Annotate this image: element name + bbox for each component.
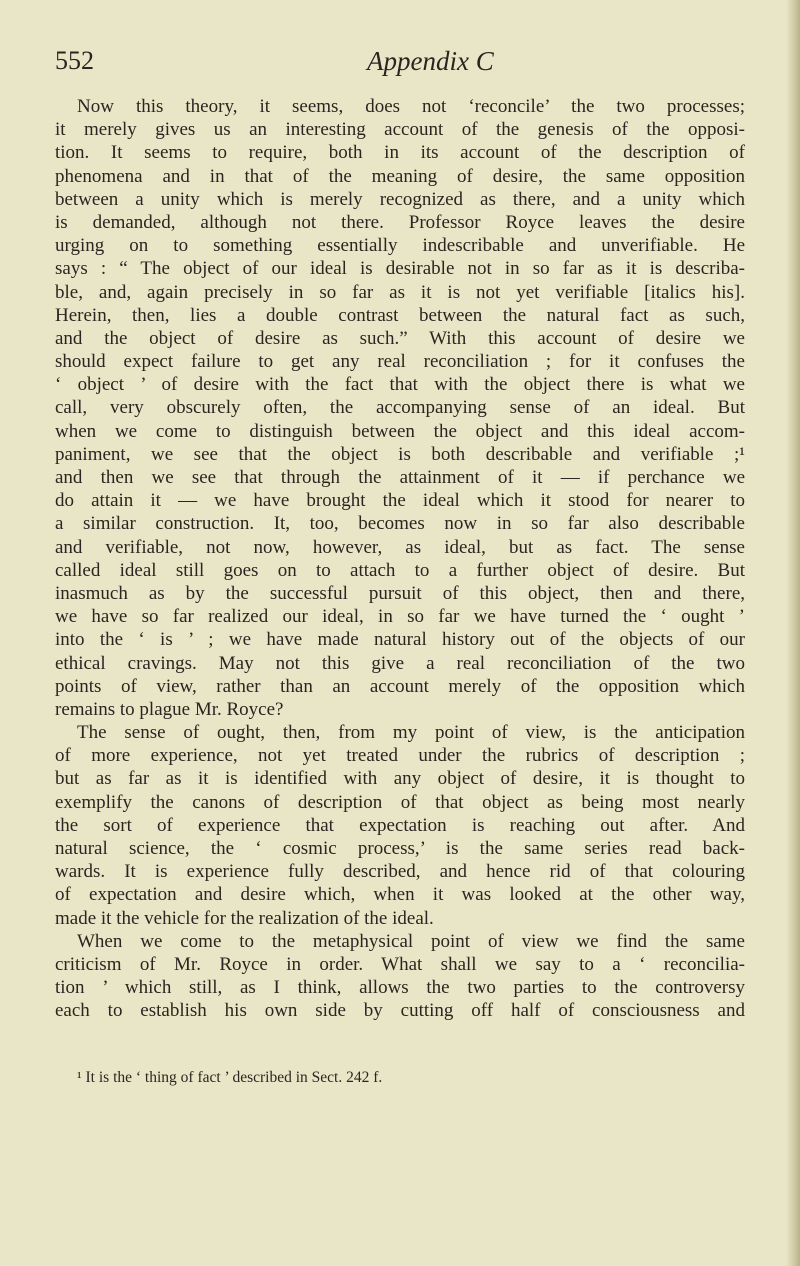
text-line: into the ‘ is ’ ; we have made natural history out of the objects of our: [55, 629, 745, 651]
text-line: but as far as it is identified with any object of desire, it is thought to: [55, 768, 745, 790]
text-line: remains to plague Mr. Royce?: [55, 698, 284, 720]
text-line: made it the vehicle for the realization of the ideal.: [55, 907, 434, 929]
text-line: tion ’ which still, as I think, allows the two parties to the controversy: [55, 977, 745, 999]
text-line: ble, and, again precisely in so far as it is not yet verifiable [italics his].: [55, 281, 745, 303]
body-text: [55, 95, 745, 1023]
text-line: Now this theory, it seems, does not ‘reconcile’ the two processes;: [77, 96, 745, 117]
text-line: inasmuch as by the successful pursuit of this object, then and there,: [55, 582, 745, 604]
running-head: Appendix C: [367, 46, 494, 76]
text-line: call, very obscurely often, the accompanying sense of an ideal. But: [55, 397, 745, 419]
text-line: paniment, we see that the object is both describable and verifiable ;¹: [55, 443, 745, 465]
page-header: [55, 46, 745, 86]
text-line: The sense of ought, then, from my point of view, is the anticipation: [77, 722, 745, 744]
text-line: we have so far realized our ideal, in so far we have turned the ‘ ought ’: [55, 606, 745, 628]
text-line: is demanded, although not there. Professor Royce leaves the desire: [55, 211, 745, 233]
text-line: each to establish his own side by cutting off half of consciousness and: [55, 1000, 745, 1022]
text-line: do attain it — we have brought the ideal which it stood for nearer to: [55, 490, 745, 512]
text-line: natural science, the ‘ cosmic process,’ is the same series read back-: [55, 838, 745, 859]
text-line: when we come to distinguish between the object and this ideal accom-: [55, 420, 745, 442]
text-line: says : “ The object of our ideal is desirable not in so far as it is describa-: [55, 258, 745, 280]
text-line: a similar construction. It, too, becomes now in so far also describable: [55, 513, 745, 535]
text-line: wards. It is experience fully described, and hence rid of that colouring: [55, 861, 745, 883]
text-line: of more experience, not yet treated under the rubrics of description ;: [55, 745, 745, 767]
text-line: Herein, then, lies a double contrast between the natural fact as such,: [55, 304, 745, 326]
text-line: exemplify the canons of description of that object as being most nearly: [55, 791, 745, 813]
text-line: When we come to the metaphysical point of view we find the same: [77, 930, 745, 952]
text-line: it merely gives us an interesting account of the genesis of the opposi-: [55, 119, 745, 141]
text-line: called ideal still goes on to attach to a further object of desire. But: [55, 559, 745, 581]
text-line: and then we see that through the attainment of it — if perchance we: [55, 467, 745, 488]
text-line: ‘ object ’ of desire with the fact that with the object there is what we: [55, 374, 745, 396]
text-line: ethical cravings. May not this give a real reconciliation of the two: [55, 652, 745, 674]
page-number: 552: [55, 46, 94, 75]
text-line: and verifiable, not now, however, as ideal, but as fact. The sense: [55, 536, 745, 558]
text-line: should expect failure to get any real reconciliation ; for it confuses the: [55, 351, 745, 373]
text-line: the sort of experience that expectation is reaching out after. And: [55, 814, 745, 836]
text-line: criticism of Mr. Royce in order. What shall we say to a ‘ reconcilia-: [55, 953, 745, 975]
text-line: and the object of desire as such.” With this account of desire we: [55, 327, 745, 349]
text-line: of expectation and desire which, when it was looked at the other way,: [55, 884, 745, 906]
page-edge-shadow: [786, 0, 800, 1266]
footnote: ¹ It is the ‘ thing of fact ’ described in Sect. 242 f.: [77, 1069, 383, 1086]
text-line: points of view, rather than an account merely of the opposition which: [55, 675, 745, 697]
text-line: between a unity which is merely recognized as there, and a unity which: [55, 188, 745, 210]
text-line: tion. It seems to require, both in its account of the description of: [55, 142, 745, 164]
text-line: phenomena and in that of the meaning of desire, the same opposition: [55, 165, 745, 187]
text-line: urging on to something essentially indescribable and unverifiable. He: [55, 235, 745, 257]
